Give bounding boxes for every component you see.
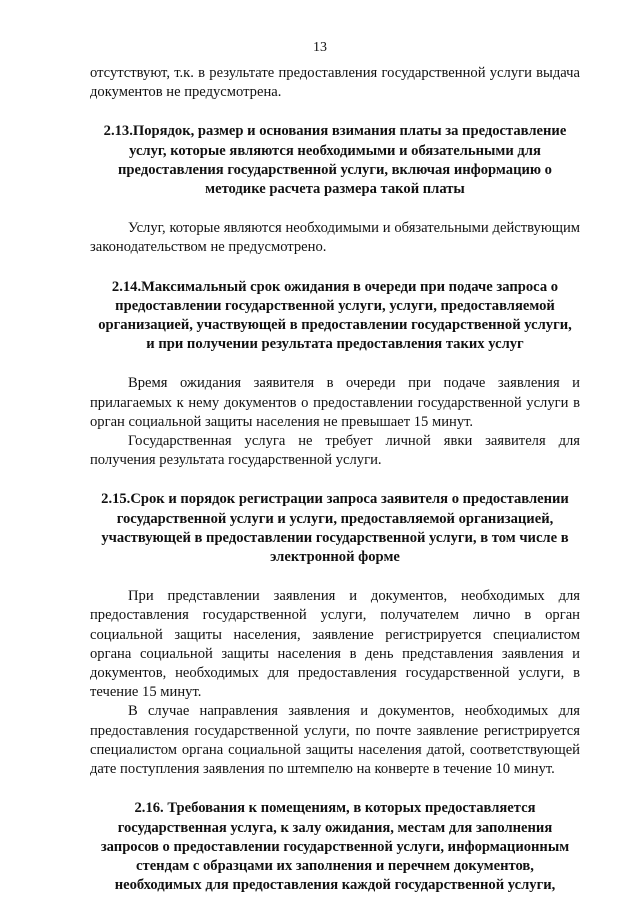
paragraph-required-services: Услуг, которые являются необходимыми и обязательными действующим законодательством не предусмотрено. — [90, 220, 580, 256]
paragraph-docs-not-provided: отсутствуют, т.к. в результате предоставления государственной услуги выдача документов не предусмотрена. — [90, 65, 580, 101]
heading-2-16: 2.16. Требования к помещениям, в которых предоставляется государственная услуга, к залу ожидания, местам для заполнения запросов о предоставлении государственной услуги, информационным стендам с образцами их заполнения и перечнем документов, необходимых для предоставления каждой государственной услуги, — [100, 800, 570, 894]
heading-2-14: 2.14.Максимальный срок ожидания в очереди при подаче запроса о предоставлении государственной услуги, услуги, предоставляемой организацией, участвующей в предоставлении государственной услуги, и при получении результата предоставления таких услуг — [98, 278, 572, 353]
paragraph-no-personal-visit: Государственная услуга не требует личной явки заявителя для получения результата государственной услуги. — [90, 433, 580, 469]
paragraph-waiting-time: Время ожидания заявителя в очереди при подаче заявления и прилагаемых к нему документов о предоставлении государственной услуги в орган социальной защиты населения не превышает 15 минут. — [90, 375, 580, 430]
paragraph-registration-in-person: При представлении заявления и документов, необходимых для предоставления государственной услуги, получателем лично в орган социальной защиты населения, заявление регистрируется специалистом органа социальной защиты населения в день представления заявления и документов, необходимых для предоставления государственной услуги, в течение 15 минут. — [90, 588, 580, 701]
page-number: 13 — [313, 40, 327, 55]
heading-2-15: 2.15.Срок и порядок регистрации запроса заявителя о предоставлении государственной услуги и услуги, предоставляемой организацией, участвующей в предоставлении государственной услуги, в том числе в электронной форме — [101, 491, 569, 566]
document-body — [90, 64, 580, 895]
heading-2-13: 2.13.Порядок, размер и основания взимания платы за предоставление услуг, которые являются необходимыми и обязательными для предоставления государственной услуги, включая информацию о методике расчета размера такой платы — [103, 123, 567, 198]
paragraph-registration-by-mail: В случае направления заявления и документов, необходимых для предоставления государственной услуги, по почте заявление регистрируется специалистом органа социальной защиты населения датой, соответствующей дате поступления заявления по штемпелю на конверте в течение 10 минут. — [90, 703, 580, 778]
